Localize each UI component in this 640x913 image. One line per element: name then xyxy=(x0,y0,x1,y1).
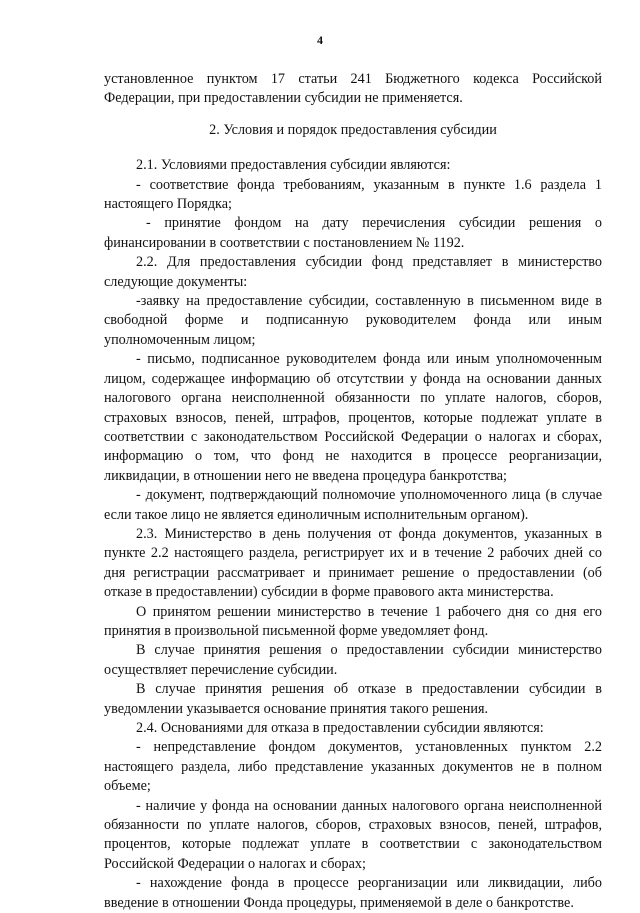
list-item-reorganization: - нахождение фонда в процессе реорганизации или ликвидации, либо введение в отношении Фонда процедуры, применяемой в деле о банкротстве. xyxy=(104,875,602,911)
paragraph-transfer: В случае принятия решения о предоставлении субсидии министерство осуществляет перечисление субсидии. xyxy=(104,642,602,678)
list-item-tax-debt: - наличие у фонда на основании данных налогового органа неисполненной обязанности по уплате налогов, сборов, страховых взносов, пеней, штрафов, процентов, которые подлежат уплате в соответствии с законодательством Российской Федерации о налогах и сборах; xyxy=(104,797,602,872)
paragraph-notification: О принятом решении министерство в течение 1 рабочего дня со дня его принятия в произвольной письменной форме уведомляет фонд. xyxy=(104,603,602,639)
page-number: 4 xyxy=(317,33,323,47)
document-body xyxy=(104,70,602,913)
list-item-authority-document: - документ, подтверждающий полномочие уполномоченного лица (в случае если такое лицо не является единоличным исполнительным органом). xyxy=(104,487,602,523)
paragraph-2-2: 2.2. Для предоставления субсидии фонд представляет в министерство следующие документы: xyxy=(104,254,602,290)
list-item-fund-requirements: - соответствие фонда требованиям, указанным в пункте 1.6 раздела 1 настоящего Порядка; xyxy=(104,176,602,213)
paragraph-continuation: установленное пунктом 17 статьи 241 Бюджетного кодекса Российской Федерации, при предоставлении субсидии не применяется. xyxy=(104,71,602,107)
list-item-letter: - письмо, подписанное руководителем фонда или иным уполномоченным лицом, содержащее информацию об отсутствии у фонда на основании данных налогового органа неисполненной обязанности по уплате налогов, сборов, страховых взносов, пеней, штрафов, процентов, которые подлежат уплате в соответствии с законодательством Российской Федерации о налогах и сборах, информацию о том, что фонд не находится в процессе реорганизации, ликвидации, в отношении него не введена процедура банкротства; xyxy=(104,351,602,484)
list-item-incomplete-documents: - непредставление фондом документов, установленных пунктом 2.2 настоящего раздела, либо представление указанных документов не в полном объеме; xyxy=(104,739,602,795)
paragraph-refusal-notice: В случае принятия решения об отказе в предоставлении субсидии в уведомлении указывается основание принятия такого решения. xyxy=(104,681,602,717)
list-item-application: -заявку на предоставление субсидии, составленную в письменном виде в свободной форме и подписанную руководителем фонда или иным уполномоченным лицом; xyxy=(104,293,602,348)
paragraph-2-1: 2.1. Условиями предоставления субсидии являются: xyxy=(136,157,451,174)
paragraph-2-3: 2.3. Министерство в день получения от фонда документов, указанных в пункте 2.2 настоящего раздела, регистрирует их и в течение 2 рабочих дней со дня регистрации рассматривает и принимает решение о предоставлении (об отказе в предоставлении) субсидии в форме правового акта министерства. xyxy=(104,525,602,601)
list-item-financing-decision: - принятие фондом на дату перечисления субсидии решения о финансировании в соответствии с постановлением № 1192. xyxy=(104,215,602,251)
paragraph-2-4: 2.4. Основаниями для отказа в предоставлении субсидии являются: xyxy=(136,720,544,736)
section-heading: 2. Условия и порядок предоставления субсидии xyxy=(209,121,497,138)
